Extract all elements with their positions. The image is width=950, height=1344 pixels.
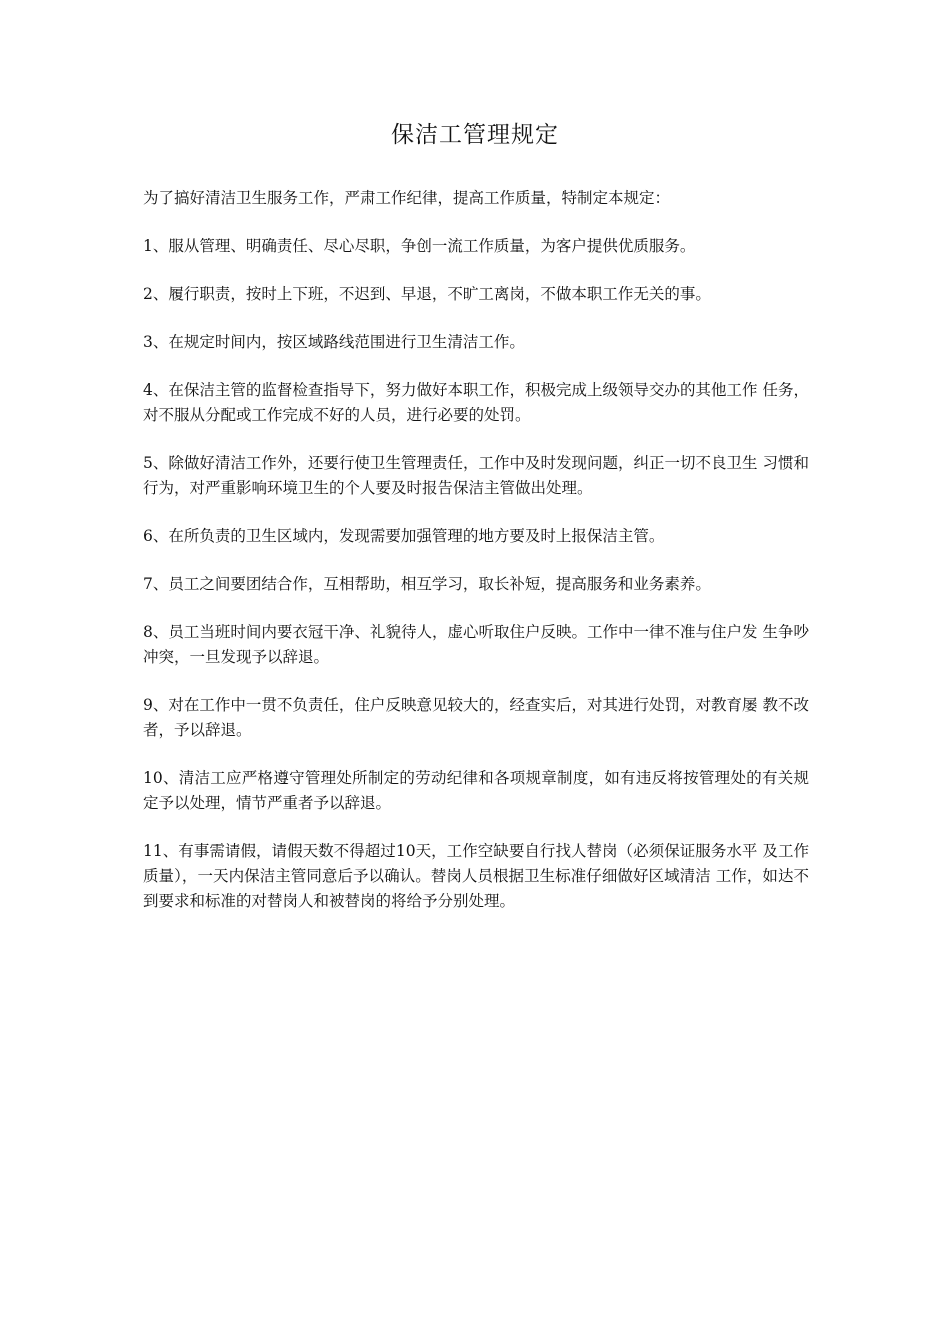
- rule-item-9: 9、对在工作中一贯不负责任，住户反映意见较大的，经查实后，对其进行处罚，对教育屡 教不改者，予以辞退。: [143, 696, 809, 739]
- rule-item-3: 3、在规定时间内，按区域路线范围进行卫生清洁工作。: [143, 333, 525, 351]
- rule-item-1: 1、服从管理、明确责任、尽心尽职，争创一流工作质量，为客户提供优质服务。: [143, 237, 696, 255]
- rule-item-4: 4、在保洁主管的监督检查指导下，努力做好本职工作，积极完成上级领导交办的其他工作 任务，对不服从分配或工作完成不好的人员，进行必要的处罚。: [143, 381, 809, 424]
- rule-item-6: 6、在所负责的卫生区域内，发现需要加强管理的地方要及时上报保洁主管。: [143, 527, 665, 545]
- rule-item-5: 5、除做好清洁工作外，还要行使卫生管理责任，工作中及时发现问题，纠正一切不良卫生 习惯和行为，对严重影响环境卫生的个人要及时报告保洁主管做出处理。: [143, 454, 809, 497]
- rule-item-11: 11、有事需请假，请假天数不得超过10天，工作空缺要自行找人替岗（必须保证服务水平 及工作质量），一天内保洁主管同意后予以确认。替岗人员根据卫生标准仔细做好区域清洁 工作，如达不到要求和标准的对替岗人和被替岗的将给予分别处理。: [143, 842, 809, 910]
- rule-item-7: 7、员工之间要团结合作，互相帮助，相互学习，取长补短，提高服务和业务素养。: [143, 575, 711, 593]
- document-body: [143, 186, 809, 914]
- intro-paragraph: 为了搞好清洁卫生服务工作，严肃工作纪律，提高工作质量，特制定本规定：: [143, 189, 671, 207]
- document-title: 保洁工管理规定: [391, 122, 559, 148]
- rule-item-8: 8、员工当班时间内要衣冠干净、礼貌待人，虚心听取住户反映。工作中一律不准与住户发 生争吵冲突，一旦发现予以辞退。: [143, 623, 809, 666]
- rule-item-2: 2、履行职责，按时上下班，不迟到、早退，不旷工离岗，不做本职工作无关的事。: [143, 285, 711, 303]
- rule-item-10: 10、清洁工应严格遵守管理处所制定的劳动纪律和各项规章制度，如有违反将按管理处的有关规定予以处理，情节严重者予以辞退。: [143, 769, 809, 812]
